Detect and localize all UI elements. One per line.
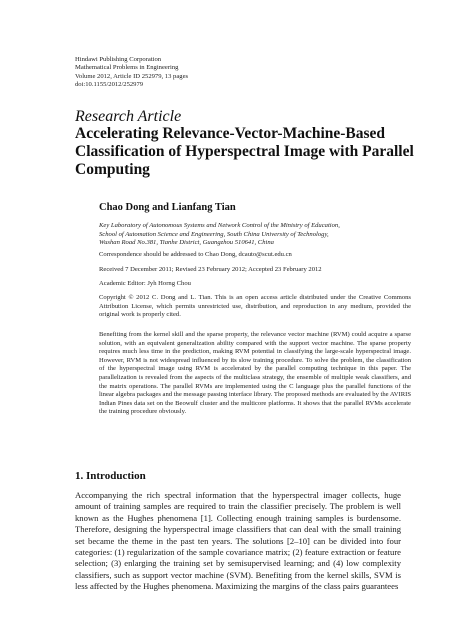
title-line: Computing xyxy=(75,161,150,178)
publisher-name: Hindawi Publishing Corporation xyxy=(75,56,162,63)
author-list: Chao Dong and Lianfang Tian xyxy=(99,202,236,213)
paper-title xyxy=(75,125,415,179)
body-paragraph: Accompanying the rich spectral information that the hyperspectral imager collects, huge amount of training samples are required to train the classifier precisely. The problem is well known as the Hughes phenomena [1]. Collecting enough training samples is burdensome. Therefore, designing the hyperspectral image classifiers that can deal with the small training set became the theme in the past ten years. The solutions [2–10] can be divided into four categories: (1) regularization of the sample covariance matrix; (2) feature extraction or feature selection; (3) enlarging the training set by semisupervised learning; and (4) low complexity classifiers, such as support vector machine (SVM). Benefiting from the kernel skills, SVM is less affected by the Hughes phenomena. Maximizing the margins of the class pairs guarantees xyxy=(75,490,401,592)
affiliation xyxy=(99,222,419,248)
affiliation-line: Key Laboratory of Autonomous Systems and Network Control of the Ministry of Education, xyxy=(99,222,340,229)
journal-name: Mathematical Problems in Engineering xyxy=(75,64,179,72)
abstract: Benefiting from the kernel skill and the sparse property, the relevance vector machine (RVM) could acquire a sparse solution, with an equivalent generalization ability compared with the support vector machine. The sparse property requires much less time in the prediction, making RVM potential in classifying the large-scale hyperspectral image. However, RVM is not widespread influenced by its slow training procedure. To solve the problem, the classification of the hyperspectral image using RVM is accelerated by the parallel computing technique in this paper. The parallelization is revealed from the aspects of the multiclass strategy, the ensemble of multiple weak classifiers, and the matrix operations. The parallel RVMs are implemented using the C language plus the parallel functions of the linear algebra packages and the message passing interface library. The proposed methods are evaluated by the AVIRIS Indian Pines data set on the Beowulf cluster and the multicore platforms. It shows that the parallel RVMs accelerate the training procedure obviously. xyxy=(99,331,411,416)
volume-info: Volume 2012, Article ID 252979, 13 pages xyxy=(75,72,189,80)
section-heading: 1. Introduction xyxy=(75,470,146,482)
journal-masthead xyxy=(75,56,395,90)
doi-link[interactable]: doi:10.1155/2012/252979 xyxy=(75,81,144,89)
correspondence-note: Correspondence should be addressed to Chao Dong, dcauto@scut.edu.cn xyxy=(99,251,292,258)
affiliation-line: School of Automation Science and Engineering, South China University of Technology, xyxy=(99,230,329,238)
affiliation-line: Wushan Road No.381, Tianhe District, Guangzhou 510641, China xyxy=(99,239,274,247)
article-type: Research Article xyxy=(75,108,182,125)
title-line: Accelerating Relevance-Vector-Machine-Based xyxy=(75,125,386,142)
history-dates: Received 7 December 2011; Revised 23 February 2012; Accepted 23 February 2012 xyxy=(99,266,322,273)
copyright-notice: Copyright © 2012 C. Dong and L. Tian. This is an open access article distributed under the Creative Commons Attribution License, which permits unrestricted use, distribution, and reproduction in any medium, provided the original work is properly cited. xyxy=(99,294,411,319)
academic-editor: Academic Editor: Jyh Horng Chou xyxy=(99,280,191,287)
title-line: Classification of Hyperspectral Image with Parallel xyxy=(75,143,414,160)
